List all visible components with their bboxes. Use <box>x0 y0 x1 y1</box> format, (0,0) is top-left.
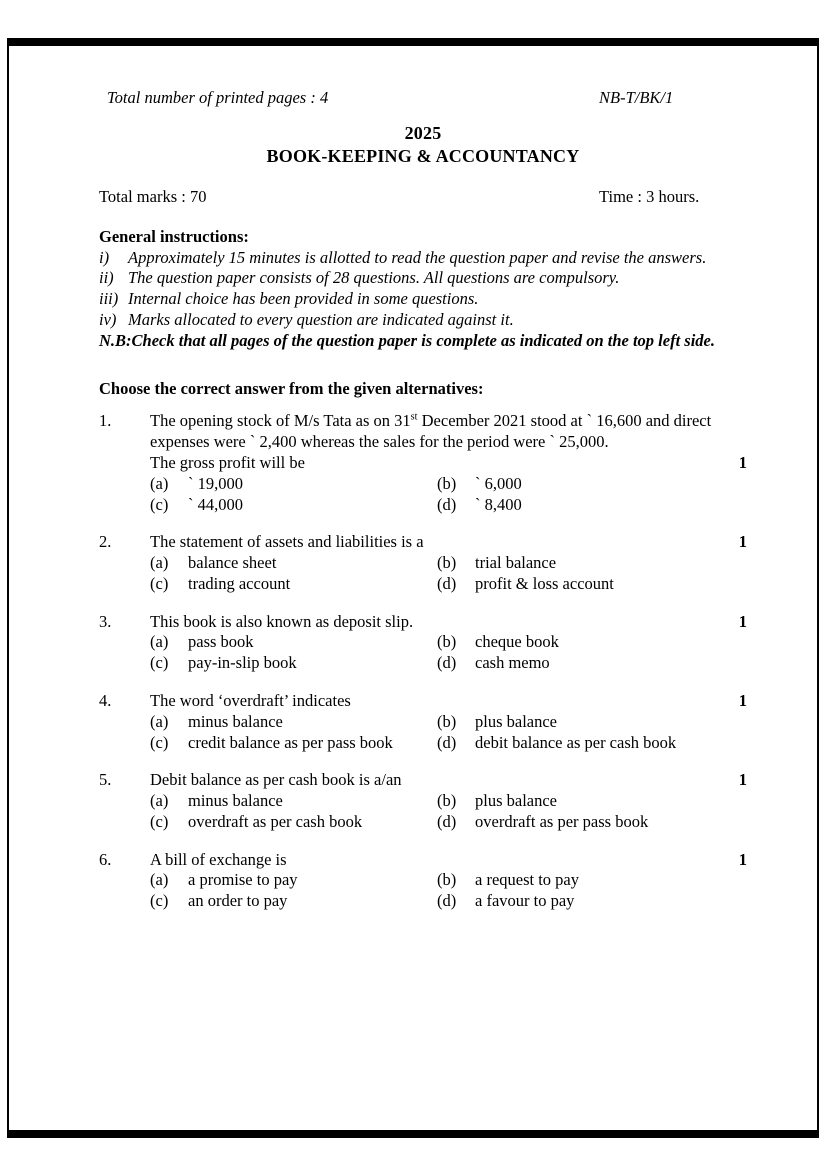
question-text-part1: The opening stock of M/s Tata as on 31 <box>150 411 411 431</box>
option-label: (a) <box>150 791 169 811</box>
question-marks: 1 <box>738 532 747 552</box>
option-label: (d) <box>437 653 457 673</box>
option-text: plus balance <box>475 711 558 731</box>
question-marks: 1 <box>738 849 747 869</box>
question-4 <box>99 691 747 753</box>
option-label: (d) <box>437 494 457 514</box>
option-label: (c) <box>150 573 169 593</box>
question-number: 5. <box>99 770 112 790</box>
instruction-text: Approximately 15 minutes is allotted to read the question paper and revise the answers. <box>128 247 707 267</box>
instructions-heading: General instructions: <box>99 226 249 246</box>
option-label: (c) <box>150 891 169 911</box>
option-label: (b) <box>437 553 457 573</box>
option-label: (b) <box>437 632 457 652</box>
option-b <box>437 553 747 574</box>
nb-note: N.B:Check that all pages of the question paper is complete as indicated on the top left side. <box>99 330 715 350</box>
question-number: 1. <box>99 411 112 431</box>
option-text: an order to pay <box>188 891 288 911</box>
question-row <box>99 850 747 871</box>
option-d <box>437 812 747 833</box>
option-text: minus balance <box>188 791 283 811</box>
options-grid <box>150 712 747 754</box>
marks-time-row <box>99 187 747 208</box>
question-6 <box>99 850 747 912</box>
option-a <box>150 632 437 653</box>
question-row <box>99 691 747 712</box>
option-label: (b) <box>437 870 457 890</box>
options-grid <box>150 870 747 912</box>
option-text: trial balance <box>475 553 557 573</box>
options-grid <box>150 553 747 595</box>
option-c <box>150 891 437 912</box>
question-marks: 1 <box>738 611 747 631</box>
questions-list <box>99 411 747 912</box>
instruction-item-3 <box>99 289 747 310</box>
option-label: (a) <box>150 632 169 652</box>
option-text: pass book <box>188 632 254 652</box>
total-marks: Total marks : 70 <box>99 187 207 207</box>
option-text: ` 44,000 <box>188 494 243 514</box>
exam-year: 2025 <box>404 122 442 143</box>
question-stem-row <box>150 453 747 474</box>
question-marks: 1 <box>738 690 747 710</box>
question-2 <box>99 532 747 594</box>
option-text: minus balance <box>188 711 283 731</box>
option-label: (c) <box>150 494 169 514</box>
option-b <box>437 870 747 891</box>
option-a <box>150 712 437 733</box>
option-label: (d) <box>437 573 457 593</box>
option-text: plus balance <box>475 791 558 811</box>
option-text: overdraft as per pass book <box>475 811 649 831</box>
option-a <box>150 553 437 574</box>
options-grid <box>150 632 747 674</box>
question-number: 6. <box>99 849 112 869</box>
option-text: debit balance as per cash book <box>475 732 677 752</box>
question-stem: The gross profit will be <box>150 452 305 472</box>
question-row <box>99 411 747 473</box>
option-text: profit & loss account <box>475 573 614 593</box>
option-d <box>437 495 747 516</box>
option-text: overdraft as per cash book <box>188 811 363 831</box>
option-d <box>437 574 747 595</box>
question-5 <box>99 770 747 832</box>
option-label: (d) <box>437 811 457 831</box>
option-d <box>437 891 747 912</box>
option-label: (b) <box>437 791 457 811</box>
question-stem: The word ‘overdraft’ indicates <box>150 690 351 710</box>
option-b <box>437 791 747 812</box>
option-label: (a) <box>150 473 169 493</box>
question-number: 4. <box>99 690 112 710</box>
option-label: (b) <box>437 473 457 493</box>
question-paper <box>99 88 747 912</box>
question-marks: 1 <box>738 770 747 790</box>
options-grid <box>150 791 747 833</box>
options-grid <box>150 474 747 516</box>
option-text: pay-in-slip book <box>188 653 297 673</box>
time-allowed: Time : 3 hours. <box>599 187 700 207</box>
paper-title: BOOK-KEEPING & ACCOUNTANCY <box>266 146 580 167</box>
option-label: (a) <box>150 711 169 731</box>
option-a <box>150 791 437 812</box>
option-label: (d) <box>437 891 457 911</box>
option-text: a request to pay <box>475 870 580 890</box>
question-row <box>99 532 747 553</box>
question-text-part2: December 2021 stood at ` 16,600 and direct expenses were ` 2,400 whereas the sales for the period were ` 25,000. <box>150 411 712 452</box>
option-text: cash memo <box>475 653 550 673</box>
question-1 <box>99 411 747 515</box>
option-label: (b) <box>437 711 457 731</box>
option-text: ` 6,000 <box>475 473 522 493</box>
instruction-number: iv) <box>99 310 117 330</box>
option-text: cheque book <box>475 632 559 652</box>
instruction-number: i) <box>99 247 110 267</box>
option-b <box>437 632 747 653</box>
title-block <box>99 122 747 168</box>
printed-pages-note: Total number of printed pages : 4 <box>107 88 329 107</box>
option-label: (c) <box>150 653 169 673</box>
option-label: (a) <box>150 553 169 573</box>
option-c <box>150 812 437 833</box>
general-instructions <box>99 227 747 352</box>
option-d <box>437 653 747 674</box>
paper-code: NB-T/BK/1 <box>599 88 674 107</box>
option-b <box>437 712 747 733</box>
question-3 <box>99 612 747 674</box>
option-label: (c) <box>150 811 169 831</box>
option-label: (c) <box>150 732 169 752</box>
question-text <box>150 411 747 453</box>
section-heading: Choose the correct answer from the given alternatives: <box>99 378 484 398</box>
option-text: ` 19,000 <box>188 473 243 493</box>
option-c <box>150 495 437 516</box>
question-stem: This book is also known as deposit slip. <box>150 611 414 631</box>
instruction-text: Marks allocated to every question are indicated against it. <box>128 310 514 330</box>
option-text: balance sheet <box>188 553 277 573</box>
question-row <box>99 770 747 791</box>
question-number: 3. <box>99 611 112 631</box>
question-stem: The statement of assets and liabilities is a <box>150 532 424 552</box>
option-b <box>437 474 747 495</box>
option-a <box>150 870 437 891</box>
option-text: credit balance as per pass book <box>188 732 393 752</box>
question-stem: A bill of exchange is <box>150 849 287 869</box>
option-text: ` 8,400 <box>475 494 522 514</box>
ordinal-superscript: st <box>410 411 418 423</box>
option-text: a promise to pay <box>188 870 298 890</box>
option-label: (a) <box>150 870 169 890</box>
option-label: (d) <box>437 732 457 752</box>
instruction-text: Internal choice has been provided in some questions. <box>128 289 479 309</box>
instruction-item-2 <box>99 268 747 289</box>
page-header <box>99 88 747 109</box>
question-body <box>150 411 747 473</box>
question-marks: 1 <box>738 452 747 472</box>
option-c <box>150 574 437 595</box>
instruction-item-4 <box>99 310 747 331</box>
instruction-text: The question paper consists of 28 questions. All questions are compulsory. <box>128 268 620 288</box>
option-text: a favour to pay <box>475 891 575 911</box>
option-d <box>437 733 747 754</box>
instruction-item-1 <box>99 248 747 269</box>
option-a <box>150 474 437 495</box>
option-text: trading account <box>188 573 291 593</box>
question-stem: Debit balance as per cash book is a/an <box>150 770 402 790</box>
option-c <box>150 733 437 754</box>
question-number: 2. <box>99 532 112 552</box>
question-row <box>99 612 747 633</box>
option-c <box>150 653 437 674</box>
instruction-number: ii) <box>99 268 114 288</box>
instruction-number: iii) <box>99 289 119 309</box>
